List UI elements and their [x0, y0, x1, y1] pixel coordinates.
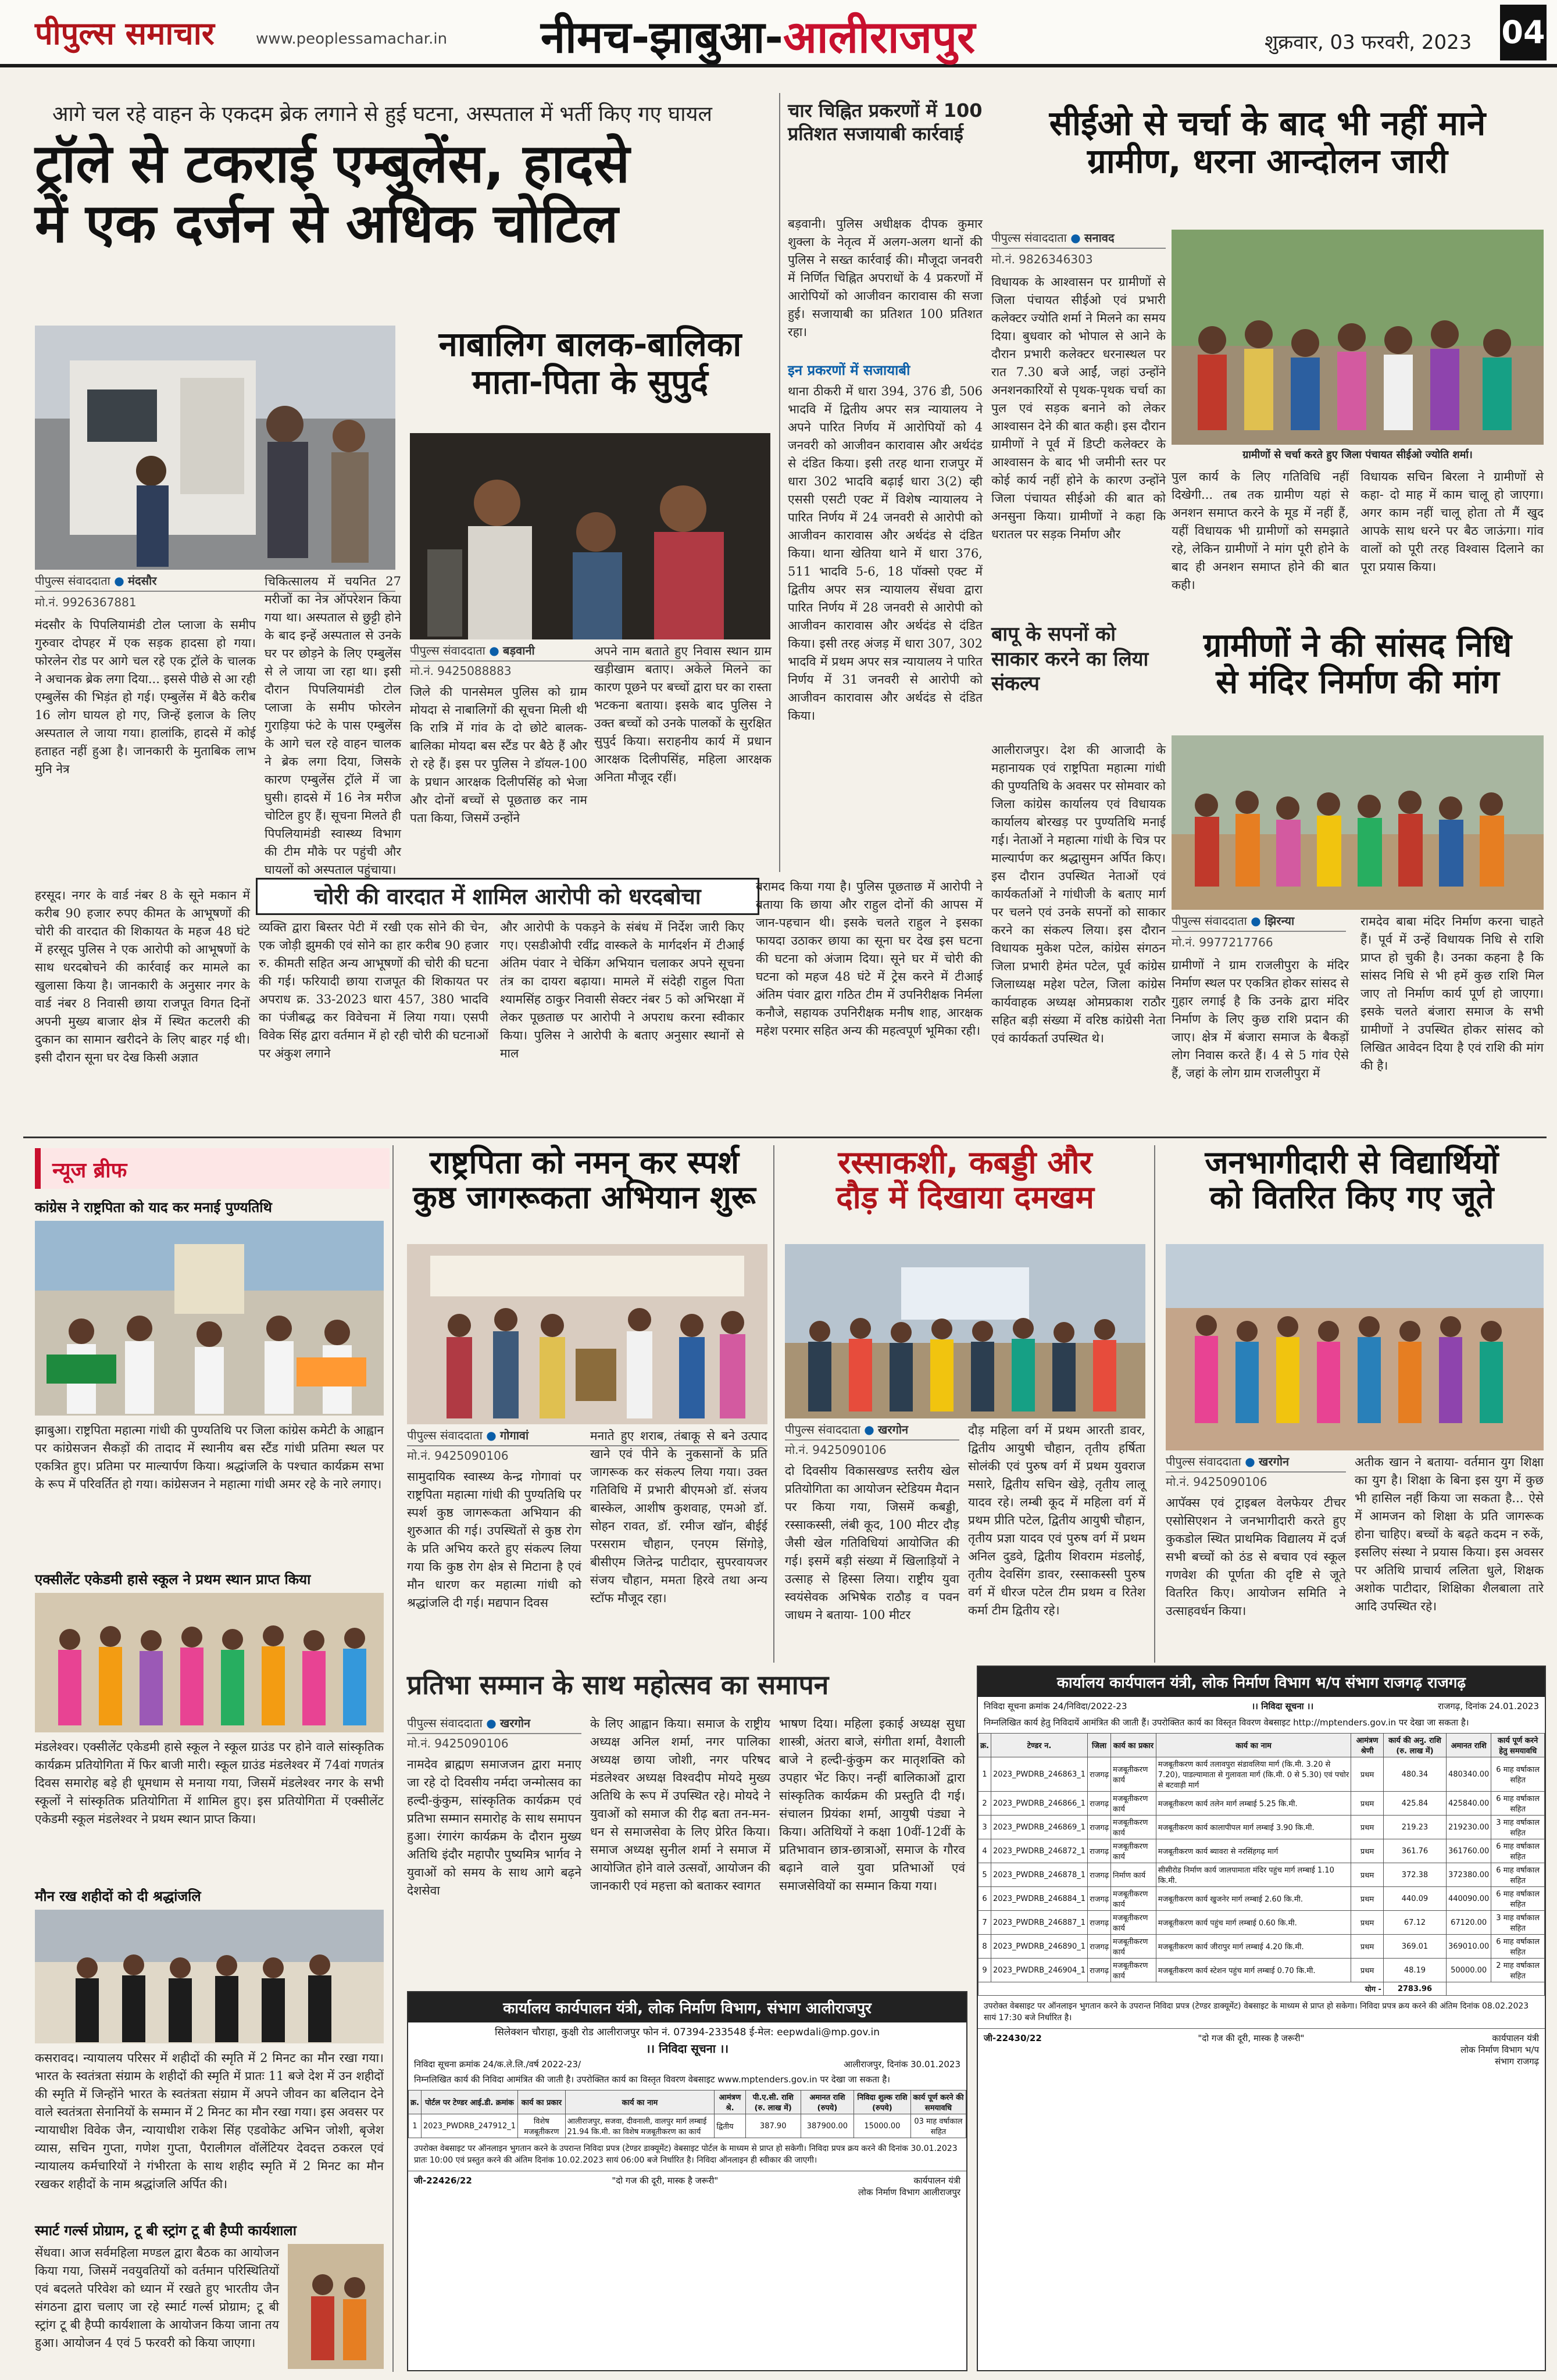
tender2-cell-8: 6 माह वर्षाकाल सहित: [1491, 1863, 1545, 1887]
dharna-mobile: मो.नं. 9826346303: [991, 252, 1093, 266]
shoes-headline: [1160, 1145, 1544, 1216]
tender1-header-7: निविदा शुल्क राशि (रुपये): [854, 2090, 910, 2114]
lead-headline-line1: ट्रॉले से टकराई एम्बुलेंस, हादसे: [35, 133, 630, 195]
theft-body-col1: हरसूद। नगर के वार्ड नंबर 8 के सूने मकान में करीब 90 हजार रुपए कीमत के आभूषणों की चोरी की वारदात की शिकायत के महज 48 घंटे में हरसूद पुलिस ने एक आरोपी को आभूषणों के साथ धरदबोचने की कार्रवाई कर मामले का खुलासा किया है। जानकारी के अनुसार नगर के वार्ड नंबर 8 निवासी छाया राजपूत विगत दिनों अपनी मुख्य बाजार क्षेत्र में स्थित कटलरी की दुकान का सामान खरीदने के लिए बाहर गई थी। इसी दौरान सूना घर देख किसी अज्ञात: [35, 888, 250, 1064]
table-row: [979, 1757, 1545, 1792]
dharna-headline-line1: सीईओ से चर्चा के बाद भी नहीं माने: [1049, 103, 1486, 143]
convict-body-cases: थाना ठीकरी में धारा 394, 376 डी, 506 भादवि में द्वितीय अपर सत्र न्यायालय ने अपने पारित निर्णय में आरोपियों को 4 जनवरी को आजीवन कारावास और अर्थदंड से दंडित किया। इसी तरह थाना राजपुर में धारा 302 भादवि बढ़ाई धारा 3(2) व्ही एससी एसटी एक्ट में विशेष न्यायालय ने पारित निर्णय में 24 जनवरी से आरोपी को आजीवन कारावास और अर्थदंड से दंडित किया। थाना खेतिया थाने में धारा 376, 511 भादवि 5-6, 18 पॉक्सो एक्ट में द्वितीय अपर सत्र न्यायालय सेंधवा द्वारा पारित निर्णय में 28 जनवरी से आरोपी को आजीवन कारावास और अर्थदंड से दंडित किया। इसी तरह अंजड़ में धारा 307, 302 भादवि में प्रथम अपर सत्र न्यायालय ने पारित निर्णय में 31 जनवरी से आरोपी को आजीवन कारावास और अर्थदंड से दंडित किया।: [788, 384, 983, 723]
tender2-cell-4: मजबूतीकरण कार्य पहुंच मार्ग लम्बाई 0.60 कि.मी.: [1156, 1911, 1351, 1935]
convict-subhead: इन प्रकरणों में सजायाबी: [788, 362, 910, 378]
lead-mobile: मो.नं. 9926367881: [35, 595, 137, 609]
temple-headline-line1: ग्रामीणों ने की सांसद निधि: [1203, 627, 1512, 664]
minor-headline: [407, 326, 773, 401]
tender2-cell-5: प्रथम: [1351, 1887, 1384, 1911]
tender2-cell-7: 440090.00: [1446, 1887, 1491, 1911]
lead-byline: पीपुल्स संवाददाता ● मंदसौर: [35, 573, 395, 592]
tender1-cell-3: आलीराजपुर, सजवा, दीवनाली, वालपुर मार्ग लम्बाई 21.94 कि.मी. का विशेष मजबूतीकरण का कार्य: [565, 2114, 715, 2138]
lead-kicker: आगे चल रहे वाहन के एकदम ब्रेक लगाने से हुई घटना, अस्पताल में भर्ती किए गए घायल: [52, 102, 712, 126]
byline-place: मंदसौर: [128, 574, 157, 588]
school-students-award-photo: [35, 1593, 384, 1732]
tender2-cell-0: 5: [979, 1863, 991, 1887]
tender2-cell-1: 2023_PWDRB_246869_1: [991, 1816, 1087, 1839]
shoes-mobile: मो.नं. 9425090106: [1166, 1475, 1267, 1489]
tender1-cell-5: 387.90: [745, 2114, 801, 2138]
tender2-cell-3: मजबूतीकरण कार्य: [1111, 1792, 1156, 1816]
tender2-cell-3: मजबूतीकरण कार्य: [1111, 1959, 1156, 1982]
edition-title-b: आलीराजपुर: [783, 11, 976, 63]
villagers-dharna-photo: [1172, 230, 1544, 445]
tender2-header-3: कार्य का प्रकार: [1111, 1734, 1156, 1757]
brief3-headline: मौन रख शहीदों को दी श्रद्धांजलि: [35, 1888, 201, 1904]
students-shoes-distribution-photo: [1166, 1244, 1544, 1450]
tender2-cell-1: 2023_PWDRB_246904_1: [991, 1959, 1087, 1982]
dharna-byline: पीपुल्स संवाददाता ● सनावद: [991, 230, 1166, 249]
leprosy-headline-line1: राष्ट्रपिता को नमन् कर स्पर्श: [430, 1144, 739, 1181]
tender2-header-8: कार्य पूर्ण करने हेतु समयावधि: [1491, 1734, 1545, 1757]
tender2-cell-5: प्रथम: [1351, 1792, 1384, 1816]
tender1-subtitle: ।। निविदा सूचना ।।: [645, 2042, 729, 2056]
news-brief-title: न्यूज ब्रीफ: [52, 1159, 127, 1182]
tender2-cell-8: 6 माह वर्षाकाल सहित: [1491, 1757, 1545, 1792]
tender2-cell-4: सीसीरोड निर्माण कार्य जालपामाता मंदिर पहुंच मार्ग लम्बाई 1.10 कि.मी.: [1156, 1863, 1351, 1887]
table-row: [979, 1935, 1545, 1959]
court-silence-tribute-photo: [35, 1910, 384, 2043]
total-value: 2783.96: [1383, 1982, 1446, 1996]
byline-place: गोगावां: [500, 1428, 529, 1442]
tender1-address: सिलेक्शन चौराहा, कुक्षी रोड आलीराजपुर फोन नं. 07394-233548 ई-मेल: eepwdali@mp.gov.in: [495, 2027, 880, 2038]
byline-agency: पीपुल्स संवाददाता: [35, 574, 110, 588]
sports-competition-photo: [785, 1244, 1145, 1418]
section-divider: [23, 1137, 1547, 1138]
column-divider: [1154, 1145, 1155, 1663]
tender1-code: जी-22426/22: [414, 2175, 472, 2186]
theft-headline: चोरी की वारदात में शामिल आरोपी को धरदबोचा: [314, 884, 701, 909]
tender1-date: आलीराजपुर, दिनांक 30.01.2023: [844, 2059, 960, 2070]
tender2-cell-3: मजबूतीकरण कार्य: [1111, 1935, 1156, 1959]
kabaddi-body-col1: दो दिवसीय विकासखण्ड स्तरीय खेल प्रतियोगिता का आयोजन स्टेडियम मैदान पर किया गया, जिसमें कबड्डी, रस्साकस्सी, लंबी कूद, 100 मीटर दौड़ जैसी खेल गतिविधियां आयोजित की गई। इसमें बड़ी संख्या में खिलाड़ियों ने उत्साह से हिस्सा लिया। राष्ट्रीय युवा स्वयंसेवक अभिषेक राठौड़ व पवन जाधम ने बताया- 100 मीटर: [785, 1464, 959, 1622]
tender2-cell-7: 219230.00: [1446, 1816, 1491, 1839]
tender2-cell-6: 369.01: [1383, 1935, 1446, 1959]
tender1-cell-1: 2023_PWDRB_247912_1: [421, 2114, 517, 2138]
tender-notice-rajgarh: [977, 1666, 1546, 2371]
tender2-header-6: कार्य की अनु. राशि (रु. लाख में): [1383, 1734, 1446, 1757]
table-row: [979, 1792, 1545, 1816]
tender1-table: [408, 2090, 966, 2138]
dharna-body-col1: विधायक के आश्वासन पर ग्रामीणों से जिला पंचायत सीईओ एवं प्रभारी कलेक्टर ज्योति शर्मा ने मिलने का समय दिया। बुधवार को भोपाल से आने के दौरान प्रभारी कलेक्टर धरनास्थल पर रात 7.30 बजे आईं, जहां उन्होंने अनशनकारियों से पृथक-पृथक चर्चा का पुल एवं सड़क बनाने को लेकर आश्वासन देने की बात कही। इस दौरान ग्रामीणों ने पूर्व में डिप्टी कलेक्टर के आश्वासन के बाद भी जमीनी स्तर पर कोई कार्य नहीं होने के कारण उन्होंने जिला पंचायत सीईओ की बात को अनसुना किया। ग्रामीणों ने कहा कि धरातल पर सड़क निर्माण और: [991, 275, 1166, 541]
tender1-cell-8: 03 माह वर्षाकाल सहित: [910, 2114, 966, 2138]
convict-headline: चार चिह्नित प्रकरणों में 100 प्रतिशत सजायाबी कार्रवाई: [788, 99, 983, 145]
ambulance-accident-photo: [35, 326, 395, 570]
brief2-headline: एक्सीलेंट एकेडमी हासे स्कूल ने प्रथम स्थान प्राप्त किया: [35, 1571, 311, 1588]
tender2-cell-7: 372380.00: [1446, 1863, 1491, 1887]
tender2-cell-4: मजबूतीकरण कार्य तलावपुरा संडावलिया मार्ग (कि.मी. 3.20 से 7.20), पाडल्यामाता से गुलावता मार्ग (कि.मी. 0 से 5.30) एवं पचोर से बटवाड़ी मार्ग: [1156, 1757, 1351, 1792]
tender2-cell-1: 2023_PWDRB_246887_1: [991, 1911, 1087, 1935]
minor-headline-line1: नाबालिग बालक-बालिका: [438, 324, 742, 364]
tender2-cell-7: 67120.00: [1446, 1911, 1491, 1935]
tender2-sign2: लोक निर्माण विभाग भ/प: [1460, 2045, 1539, 2055]
table-row: [979, 1839, 1545, 1863]
newspaper-logo: पीपुल्स समाचार: [35, 15, 215, 52]
tender2-cell-3: मजबूतीकरण कार्य: [1111, 1887, 1156, 1911]
tender2-cell-6: 361.76: [1383, 1839, 1446, 1863]
tender1-ref: निविदा सूचना क्रमांक 24/क.ले.लि./वर्ष 2022-23/: [414, 2059, 581, 2070]
column-divider: [773, 1145, 774, 1663]
tender2-cell-1: 2023_PWDRB_246884_1: [991, 1887, 1087, 1911]
byline-place: खरगोन: [500, 1716, 531, 1730]
edition-title: [541, 6, 975, 66]
leprosy-mobile: मो.नं. 9425090106: [407, 1449, 509, 1463]
tender2-cell-6: 440.09: [1383, 1887, 1446, 1911]
tender2-header-7: अमानत राशि: [1446, 1734, 1491, 1757]
minor-headline-line2: माता-पिता के सुपुर्द: [472, 362, 708, 402]
issue-date: शुक्रवार, 03 फरवरी, 2023: [1265, 31, 1472, 54]
tender2-cell-0: 2: [979, 1792, 991, 1816]
tender2-cell-6: 67.12: [1383, 1911, 1446, 1935]
tender1-slogan: "दो गज की दूरी, मास्क है जरूरी": [612, 2175, 719, 2186]
temple-headline: [1172, 628, 1544, 701]
temple-byline: पीपुल्स संवाददाता ● झिरन्या: [1172, 913, 1346, 932]
tender2-cell-0: 6: [979, 1887, 991, 1911]
tender2-subtitle: ।। निविदा सूचना ।।: [1251, 1701, 1314, 1711]
pratibha-headline: प्रतिभा सम्मान के साथ महोत्सव का समापन: [407, 1669, 829, 1700]
byline-agency: पीपुल्स संवाददाता: [410, 644, 485, 657]
kabaddi-headline: [779, 1145, 1151, 1216]
smart-girls-program-photo: [288, 2244, 384, 2369]
tender1-header-6: अमानत राशि (रुपये): [801, 2090, 854, 2114]
lead-headline-line2: में एक दर्जन से अधिक चोटिल: [35, 192, 619, 255]
tender2-cell-5: प्रथम: [1351, 1863, 1384, 1887]
shoes-headline-line1: जनभागीदारी से विद्यार्थियों: [1205, 1144, 1499, 1181]
tender2-sign1: कार्यपालन यंत्री: [1492, 2033, 1539, 2043]
tender2-cell-7: 361760.00: [1446, 1839, 1491, 1863]
tender2-cell-0: 9: [979, 1959, 991, 1982]
tender1-sign1: कार्यपालन यंत्री: [913, 2175, 960, 2186]
pratibha-byline: पीपुल्स संवाददाता ● खरगोन: [407, 1715, 581, 1734]
tender2-cell-4: मजबूतीकरण कार्य ब्यावरा से नरसिंहगढ़ मार्ग: [1156, 1839, 1351, 1863]
tender2-cell-8: 6 माह वर्षाकाल सहित: [1491, 1887, 1545, 1911]
leprosy-body-col2: मनाते हुए शराब, तंबाकू से बने उत्पाद खाने एवं पीने के नुकसानों के प्रति जागरूक कर संकल्प लिया गया। उक्त गतिविधि में प्रभारी बीएमओ डॉ. संजय बास्केल, आशीष कुशवाह, एमओ डॉ. सोहन रावत, डॉ. रमीज खॉन, बीईई परसराम चौहान, एनएम सिंगोड़े, बीसीएम जितेन्द्र पाटीदार, सुपरवायजर संजय चौहान, ममता हिरवे तथा अन्य स्टॉफ मौजूद रहा।: [590, 1429, 767, 1605]
tender2-cell-2: राजगढ़: [1088, 1887, 1111, 1911]
tender2-cell-4: मजबूतीकरण कार्य तलेन मार्ग लम्बाई 5.25 कि.मी.: [1156, 1792, 1351, 1816]
kabaddi-mobile: मो.नं. 9425090106: [785, 1443, 887, 1457]
byline-agency: पीपुल्स संवाददाता: [407, 1716, 483, 1730]
lead-headline: [35, 134, 773, 253]
tender2-ref: निविदा सूचना क्रमांक 24/निविदा/2022-23: [984, 1701, 1127, 1711]
tender1-footer: उपरोक्त वेबसाइट पर ऑनलाइन भुगतान करने के उपरान्त निविदा प्रपत्र (टेण्डर डाक्यूमेंट) वेबसाइट पोर्टल के माध्यम से प्राप्त हो सकेगी। निविदा प्रपत्र क्रय करने की दिनांक 30.01.2023 प्रातः 10:00 एवं प्रस्तुत करने की अंतिम दिनांक 10.02.2023 सायं 06:00 बजे निर्धारित है। निविदा ऑनलाइन ही स्वीकार की जाएगी।: [414, 2144, 958, 2165]
byline-place: झिरन्या: [1265, 914, 1295, 928]
minor-byline: पीपुल्स संवाददाता ● बड़वानी: [410, 642, 770, 662]
temple-body-col1: ग्रामीणों ने ग्राम राजलीपुरा के मंदिर निर्माण स्थल पर एकत्रित होकर सांसद से गुहार लगाई है कि उनके द्वारा मंदिर निर्माण के लिए कुछ राशि प्रदान की जाए। क्षेत्र में बंजारा समाज के बैकड़ों लोग निवास करते हैं। 4 से 5 गांव ऐसे हैं, जहां के लोग ग्राम राजलीपुरा में: [1172, 958, 1349, 1080]
column-divider: [779, 93, 780, 872]
lead-body-col2: चिकित्सालय में चयनित 27 मरीजों का नेत्र ऑपरेशन किया गया था। अस्पताल से छुट्टी होने के बाद इन्हें अस्पताल से उनके घर पर छोड़ने के लिए एम्बुलेंस से ले जाया जा रहा था। इसी दौरान पिपलियामंडी टोल प्लाजा के समीप फोरलेन गुराड़िया फंटे के पास एम्बुलेंस के आगे चल रहे वाहन चालक ने ब्रेक लगा दिया, जिसके कारण एम्बुलेंस ट्रॉले में जा घुसी। हादसे में 16 नेत्र मरीज चोटिल हुए हैं। सूचना मिलते ही पिपलियामंडी स्वास्थ्य विभाग की टीम मौके पर पहुंची और घायलों को अस्पताल पहुंचाया।: [265, 574, 401, 877]
tender1-header-5: पी.ए.सी. राशि (रु. लाख में): [745, 2090, 801, 2114]
theft-body-col2: व्यक्ति द्वारा बिस्तर पेटी में रखी एक सोने की चेन, एक जोड़ी झुमकी एवं सोने का हार करीब 90 हजार रु. कीमती सहित अन्य आभूषणों की चोरी की घटना की गई। फरियादी छाया राजपूत की शिकायत पर अपराध क्र. 33-2023 धारा 457, 380 भादवि का पंजीबद्ध कर विवेचना में लिया गया। एसपी विवेक सिंह द्वारा वर्तमान में हो रही चोरी की घटनाओं पर अंकुश लगाने: [259, 920, 488, 1060]
column-divider: [392, 1145, 394, 2372]
dharna-body-col2: पुल कार्य के लिए गतिविधि नहीं दिखेगी... तब तक ग्रामीण यहां से अनशन समाप्त करने के मूड में नहीं हैं, यहीं विधायक भी ग्रामीणों को समझाते रहे, लेकिन ग्रामीणों ने मांग पूरी होने के बाद ही अनशन समाप्त होने की बात कही।: [1172, 470, 1349, 592]
minor-mobile: मो.नं. 9425088883: [410, 664, 512, 678]
tender2-cell-6: 219.23: [1383, 1816, 1446, 1839]
tender2-cell-0: 3: [979, 1816, 991, 1839]
table-row: [979, 1911, 1545, 1935]
tender2-cell-8: 6 माह वर्षाकाल सहित: [1491, 1792, 1545, 1816]
lead-body-col1: मंदसौर के पिपलियामंडी टोल प्लाजा के समीप गुरुवार दोपहर में एक सड़क हादसा हो गया। फोरलेन रोड पर आगे चल रहे एक ट्रॉले के चालक ने अचानक ब्रेक लगा दिया... इससे पीछे से आ रही एम्बुलेंस की भिड़ंत हो गई। एम्बुलेंस में बैठे करीब 16 लोग घायल हो गए, जिन्हें इलाज के लिए अस्पताल ले जाया गया। हालांकि, हादसे में कोई हताहत नहीं हुआ है। जानकारी के मुताबिक लाभ मुनि नेत्र: [35, 618, 256, 776]
tender2-cell-2: राजगढ़: [1088, 1935, 1111, 1959]
minor-body-col1: जिले की पानसेमल पुलिस को ग्राम मोयदा से नाबालिगों की सूचना मिली थी कि रात्रि में गांव के दो छोटे बालक-बालिका मोयदा बस स्टैंड पर बैठे हैं और रो रहे हैं। इस पर पुलिस ने डॉयल-100 के प्रधान आरक्षक दिलीपसिंह को भेजा और दोनों बच्चों से पूछताछ कर नाम पता किया, जिसमें उन्होंने: [410, 685, 587, 825]
tender1-header-2: कार्य का प्रकार: [518, 2090, 566, 2114]
tender1-header-0: क्र.: [409, 2090, 422, 2114]
tender2-cell-3: मजबूतीकरण कार्य: [1111, 1839, 1156, 1863]
kabaddi-byline: पीपुल्स संवाददाता ● खरगोन: [785, 1421, 959, 1441]
tender2-slogan: "दो गज की दूरी, मास्क है जरूरी": [1198, 2033, 1305, 2043]
bapu-body: आलीराजपुर। देश की आजादी के महानायक एवं राष्ट्रपिता महात्मा गांधी की पुण्यतिथि के अवसर पर सोमवार को जिला कांग्रेस कार्यालय एवं विधायक कार्यालय बोरखड़ पर पुण्यतिथि मनाई गई। नेताओं ने महात्मा गांधी के चित्र पर माल्यार्पण कर श्रद्धासुमन अर्पित किए। इस दौरान उपस्थित नेताओं एवं कार्यकर्ताओं ने गांधीजी के बताए मार्ग पर चलने एवं उनके सपनों को साकार करने का संकल्प लिया। इस दौरान विधायक मुकेश पटेल, कांग्रेस संगठन जिला प्रभारी हेमंत पटेल, पूर्व कांग्रेस जिलाध्यक्ष महेश पटेल, जिला कांग्रेस कार्यवाहक अध्यक्ष ओमप्रकाश राठौर सहित बड़ी संख्या में वरिष्ठ कांग्रेसी नेता एवं कार्यकर्ता उपस्थित थे।: [991, 743, 1166, 1045]
shoes-body-col1: आपॅक्स एवं ट्राइबल वेलफेयर टीचर एसोसिएशन ने जनभागीदारी करते हुए कुकडोल स्थित प्राथमिक विद्यालय में दर्ज सभी बच्चों को ठंड से बचाव एवं स्कूल गणवेश की पूर्णता की दृष्टि से जूते वितरित किए। आयोजन समिति ने उत्साहवर्धन किया।: [1166, 1496, 1346, 1618]
tender2-cell-5: प्रथम: [1351, 1816, 1384, 1839]
byline-place: बड़वानी: [503, 644, 535, 657]
tender2-cell-8: 3 माह वर्षाकाल सहित: [1491, 1816, 1545, 1839]
tender2-cell-3: मजबूतीकरण कार्य: [1111, 1911, 1156, 1935]
tender2-cell-5: प्रथम: [1351, 1757, 1384, 1792]
tender2-cell-3: मजबूतीकरण कार्य: [1111, 1757, 1156, 1792]
tender1-header-1: पोर्टल पर टेण्डर आई.डी. क्रमांक: [421, 2090, 517, 2114]
tender2-cell-7: 425840.00: [1446, 1792, 1491, 1816]
tender2-date: राजगढ़, दिनांक 24.01.2023: [1438, 1701, 1539, 1711]
byline-place: खरगोन: [878, 1423, 909, 1436]
tender2-cell-5: प्रथम: [1351, 1839, 1384, 1863]
tender2-cell-2: राजगढ़: [1088, 1792, 1111, 1816]
tender2-cell-1: 2023_PWDRB_246863_1: [991, 1757, 1087, 1792]
brief2-body: मंडलेश्वर। एक्सीलेंट एकेडमी हासे स्कूल ने स्कूल ग्राउंड पर होने वाले सांस्कृतिक कार्यक्रम प्रतियोगिता में फिर बाजी मारी। स्कूल ग्राउंड मंडलेश्वर में 74वां गणतंत्र दिवस समारोह बड़े ही धूमधाम से मनाया गया, जिसमें मंडलेश्वर नगर के सभी स्कूलों ने सांस्कृतिक प्रतियोगिता में शामिल हुए। इस प्रतियोगिता में एक्सीलेंट एकेडमी स्कूल मंडलेश्वर ने प्रथम स्थान प्राप्त किया।: [35, 1740, 384, 1826]
tender2-cell-1: 2023_PWDRB_246878_1: [991, 1863, 1087, 1887]
byline-agency: पीपुल्स संवाददाता: [1172, 914, 1247, 928]
leprosy-byline: पीपुल्स संवाददाता ● गोगावां: [407, 1427, 767, 1446]
villagers-temple-site-photo: [1172, 735, 1544, 910]
brief4-headline: स्मार्ट गर्ल्स प्रोग्राम, टू बी स्ट्रांग टू बी हैप्पी कार्यशाला: [35, 2222, 297, 2239]
theft-body-col4: बरामद किया गया है। पुलिस पूछताछ में आरोपी ने बताया कि छाया और राहुल दोनों की आपस में जान-पहचान थी। इसके चलते राहुल ने इसका फायदा उठाकर छाया का सूना घर देख इस घटना की घटना को अंजाम दिया। सूने घर में चोरी की घटना को महज 48 घंटे में ट्रेस करने में टीआई अंतिम पंवार द्वारा गठित टीम में उपनिरीक्षक निर्मला कनौजे, सहायक उपनिरीक्षक मनीष शाह, आरक्षक महेश परमार सहित अन्य की महत्वपूर्ण भूमिका रही।: [756, 880, 983, 1038]
byline-place: सनावद: [1084, 231, 1115, 245]
kabaddi-headline-line2: दौड़ में दिखाया दमखम: [836, 1179, 1094, 1216]
tender2-cell-5: प्रथम: [1351, 1911, 1384, 1935]
tender1-header-4: आमंत्रण श्रे.: [715, 2090, 745, 2114]
tender2-cell-7: 50000.00: [1446, 1959, 1491, 1982]
brief1-headline: कांग्रेस ने राष्ट्रपिता को याद कर मनाई पुण्यतिथि: [35, 1199, 272, 1216]
tender2-cell-0: 4: [979, 1839, 991, 1863]
minor-body-col2: अपने नाम बताते हुए निवास स्थान ग्राम खड़ीखाम बताए। अकेले मिलने का कारण पूछने पर बच्चों द्वारा घर का रास्ता भटकना बताया। इसके बाद पुलिस ने उक्त बच्चों को उनके पालकों के सुरक्षित सुपुर्द किया। सराहनीय कार्य में प्रधान आरक्षक दिलीपसिंह, महिला आरक्षक अनिता मौजूद रहीं।: [594, 644, 772, 784]
leprosy-campaign-photo: [407, 1244, 767, 1424]
tender1-header-8: कार्य पूर्ण करने की समयावधि: [910, 2090, 966, 2114]
tender1-cell-6: 387900.00: [801, 2114, 854, 2138]
byline-agency: पीपुल्स संवाददाता: [785, 1423, 860, 1436]
tender2-cell-8: 3 माह वर्षाकाल सहित: [1491, 1911, 1545, 1935]
table-row: [979, 1959, 1545, 1982]
shoes-byline: पीपुल्स संवाददाता ● खरगोन: [1166, 1453, 1346, 1473]
tender2-cell-7: 480340.00: [1446, 1757, 1491, 1792]
edition-title-a: नीमच-झाबुआ-: [541, 11, 783, 63]
table-row: [409, 2114, 966, 2138]
tender2-cell-6: 480.34: [1383, 1757, 1446, 1792]
tender2-cell-0: 1: [979, 1757, 991, 1792]
leprosy-headline: [401, 1145, 767, 1216]
tender2-cell-6: 372.38: [1383, 1863, 1446, 1887]
pratibha-body-col2: के लिए आह्वान किया। समाज के राष्ट्रीय अध्यक्ष अनिल शर्मा, नगर पालिका अध्यक्ष छाया जोशी, नगर परिषद मंडलेश्वर अध्यक्ष विश्वदीप मोयदे मुख्य अतिथि के रूप में उपस्थित रहे। मोयदे ने युवाओं को समाज की रीढ़ बता तन-मन-धन से समाजसेवा के लिए प्रेरित किया। समाज अध्यक्ष सुनील शर्मा ने समाज में आयोजित होने वाले उत्सवों, आयोजन की जानकारी एवं महत्ता को बताकर स्वागत: [590, 1717, 770, 1893]
congress-gandhi-tribute-photo: [35, 1221, 384, 1416]
dharna-body-col3: विधायक सचिन बिरला ने ग्रामीणों से कहा- दो माह में काम चालू हो जाएगा। अगर काम नहीं चालू होता तो मैं खुद आपके साथ धरने पर बैठ जाऊंगा। गांव वालों को पूरी तरह विश्वास दिलाने का पूरा प्रयास किया।: [1360, 470, 1544, 574]
tender2-cell-3: मजबूतीकरण कार्य: [1111, 1816, 1156, 1839]
tender2-cell-0: 8: [979, 1935, 991, 1959]
tender2-cell-1: 2023_PWDRB_246866_1: [991, 1792, 1087, 1816]
bapu-headline: बापू के सपनों को साकार करने का लिया संकल्प: [991, 623, 1149, 695]
kabaddi-headline-line1: रस्साकशी, कबड्डी और: [838, 1144, 1092, 1181]
tender2-cell-4: मजबूतीकरण कार्य खुजनेर मार्ग लम्बाई 2.60 कि.मी.: [1156, 1887, 1351, 1911]
page-number: 04: [1500, 5, 1547, 60]
tender2-cell-5: प्रथम: [1351, 1959, 1384, 1982]
tender2-code: जी-22430/22: [984, 2033, 1042, 2043]
byline-agency: पीपुल्स संवाददाता: [407, 1428, 483, 1442]
tender2-cell-4: मजबूतीकरण कार्य स्टेशन पहुंच मार्ग लम्बाई 0.70 कि.मी.: [1156, 1959, 1351, 1982]
theft-headline-box: [256, 878, 759, 915]
byline-place: खरगोन: [1259, 1455, 1290, 1468]
temple-headline-line2: से मंदिर निर्माण की मांग: [1216, 663, 1499, 701]
tender2-header-4: कार्य का नाम: [1156, 1734, 1351, 1757]
tender2-cell-2: राजगढ़: [1088, 1959, 1111, 1982]
pratibha-body-col1: नामदेव ब्राह्मण समाजजन द्वारा मनाए जा रहे दो दिवसीय नर्मदा जन्मोत्सव का हल्दी-कुंकुम, सांस्कृतिक कार्यक्रम एवं प्रतिभा सम्मान समारोह के साथ समापन हुआ। रंगारंग कार्यक्रम के दौरान मुख्य अतिथि इंदौर महापौर पुष्यमित्र भार्गव ने युवाओं को समय के साथ आगे बढ़ने देशसेवा: [407, 1757, 581, 1897]
total-label: योग -: [979, 1982, 1384, 1996]
tender1-sign2: लोक निर्माण विभाग आलीराजपुर: [858, 2187, 960, 2197]
table-row: [979, 1863, 1545, 1887]
shoes-headline-line2: को वितरित किए गए जूते: [1209, 1179, 1494, 1216]
table-row: [979, 1816, 1545, 1839]
website-url[interactable]: www.peoplessamachar.in: [256, 30, 448, 48]
brief4-body: सेंधवा। आज सर्वमहिला मण्डल द्वारा बैठक का आयोजन किया गया, जिसमें नवयुवतियों को वर्तमान परिस्थितियों एवं बदलते परिवेश को ध्यान में रखते हुए भारतीय जैन संगठना द्वारा चलाए जा रहे स्मार्ट गर्ल्स प्रोग्राम; टू बी स्ट्रांग टू बी हैप्पी कार्यशाला के आयोजन किया जाना तय हुआ। आयोजन 4 एवं 5 फरवरी को किया जाएगा।: [35, 2246, 279, 2350]
pratibha-body-col3: भाषण दिया। महिला इकाई अध्यक्ष सुधा शास्त्री, अंतरा बाजे, संगीता शर्मा, वैशाली बाजे ने हल्दी-कुंकुम कर मातृशक्ति को उपहार भेंट किए। नन्हीं बालिकाओं द्वारा सांस्कृतिक कार्यक्रम की प्रस्तुति दी गई। संचालन प्रियंका शर्मा, आयुषी पंड्या ने किया। अतिथियों ने कक्षा 10वीं-12वीं के प्रतिभावान छात्र-छात्राओं, समाज के गौरव बढ़ाने वाले युवा प्रतिभाओं एवं समाजसेवियों का सम्मान किया गया।: [779, 1717, 965, 1893]
tender2-cell-4: मजबूतीकरण कार्य कालापीपल मार्ग लम्बाई 3.90 कि.मी.: [1156, 1816, 1351, 1839]
tender2-cell-0: 7: [979, 1911, 991, 1935]
tender1-cell-4: द्वितीय: [715, 2114, 745, 2138]
masthead: [0, 0, 1557, 67]
tender2-cell-8: 2 माह वर्षाकाल सहित: [1491, 1959, 1545, 1982]
theft-body-col3: और आरोपी के पकड़ने के संबंध में निर्देश जारी किए गए। एसडीओपी रवींद्र वास्कले के मार्गदर्शन में टीआई अंतिम पंवार ने चेकिंग अभियान चलाकर अपने सूचना तंत्र का दायरा बढ़ाया। मामले में संदेही राहुल पिता श्यामसिंह ठाकुर निवासी सेक्टर नंबर 5 को अभिरक्षा में लेकर पूछताछ पर आरोपी ने अपराध करना स्वीकार किया। पुलिस ने आरोपी के बताए अनुसार स्थानों से माल: [500, 920, 744, 1060]
tender2-cell-2: राजगढ़: [1088, 1839, 1111, 1863]
kabaddi-body-col2: दौड़ महिला वर्ग में प्रथम आरती डावर, द्वितीय आयुषी चौहान, तृतीय हर्षिता सोलंकी एवं पुरुष वर्ग में प्रथम युवराज मसारे, द्वितीय सचिन खेड़े, तृतीय लालू यादव रहे। लम्बी कूद में महिला वर्ग में प्रथम प्रीति पटेल, द्वितीय आयुषी चौहान, तृतीय प्रज्ञा यादव एवं पुरुष वर्ग में प्रथम अनिल दुडवे, द्वितीय शिवराम मंडलोई, तृतीय देवसिंग डावर, रस्साकस्सी पुरुष वर्ग में धीरज पटेल टीम प्रथम व रितेश कर्मा टीम द्वितीय रहे।: [968, 1423, 1145, 1617]
children-with-parents-photo: [410, 433, 770, 639]
dharna-headline: [991, 105, 1544, 180]
tender2-header-0: क्र.: [979, 1734, 991, 1757]
table-row: [979, 1887, 1545, 1911]
tender2-cell-2: राजगढ़: [1088, 1816, 1111, 1839]
tender2-cell-1: 2023_PWDRB_246872_1: [991, 1839, 1087, 1863]
byline-agency: पीपुल्स संवाददाता: [991, 231, 1067, 245]
temple-mobile: मो.नं. 9977217766: [1172, 935, 1273, 949]
pratibha-mobile: मो.नं. 9425090106: [407, 1736, 509, 1750]
tender2-cell-6: 48.19: [1383, 1959, 1446, 1982]
tender2-cell-2: राजगढ़: [1088, 1911, 1111, 1935]
tender2-sign3: संभाग राजगढ़: [1495, 2056, 1539, 2067]
tender2-cell-6: 425.84: [1383, 1792, 1446, 1816]
tender1-header-3: कार्य का नाम: [565, 2090, 715, 2114]
brief3-body: कसरावद। न्यायालय परिसर में शहीदों की स्मृति में 2 मिनट का मौन रखा गया। भारत के स्वतंत्रता संग्राम के शहीदों की स्मृति में प्रातः 11 बजे देश में उन शहीदों की स्मृति में जिन्होंने भारत के स्वतंत्रता संग्राम में अपने जीवन का बलिदान देने वाले स्वतंत्रता सेनानियों के सम्मान में 2 मिनट का मौन रखा गया। इस अवसर पर न्यायाधीश विवेक जैन, न्यायाधीश राकेश सिंह एडवोकेट अभिन जोशी, बृजेश व्यास, सचिन गुप्ता, गणेश गुप्ता, पैरालीगल वॉलेंटियर देवदत्त ठकरल एवं न्यायालय कर्मचारियों ने गंभीरता के साथ शहीद स्मृति में 2 मिनट का मौन रखकर शहीदों के नाम श्रद्धांजलि अर्पित की।: [35, 2051, 384, 2191]
table-total-row: [979, 1982, 1545, 1996]
dharna-headline-line2: ग्रामीण, धरना आन्दोलन जारी: [1087, 141, 1448, 181]
news-brief-header: [35, 1148, 390, 1189]
tender2-cell-1: 2023_PWDRB_246890_1: [991, 1935, 1087, 1959]
tender-notice-alirajpur: [407, 1991, 967, 2371]
leprosy-headline-line2: कुष्ठ जागरूकता अभियान शुरू: [413, 1179, 756, 1216]
dharna-photo-caption: ग्रामीणों से चर्चा करते हुए जिला पंचायत सीईओ ज्योति शर्मा।: [1242, 449, 1473, 461]
tender2-header-2: जिला: [1088, 1734, 1111, 1757]
tender1-intro: निम्नलिखित कार्य की निविदा आमंत्रित की जाती है। उपरोक्तित कार्य का विस्तृत विवरण वेबसाइट www.mptenders.gov.in पर देखा जा सकता है।: [414, 2074, 890, 2085]
total-empty: [1446, 1982, 1544, 1996]
tender2-header-5: आमंत्रण श्रेणी: [1351, 1734, 1384, 1757]
tender2-cell-2: राजगढ़: [1088, 1863, 1111, 1887]
brief1-body: झाबुआ। राष्ट्रपिता महात्मा गांधी की पुण्यतिथि पर जिला कांग्रेस कमेटी के आह्वान पर कांग्रेसजन सैकड़ों की तादाद में स्थानीय बस स्टैंड गांधी प्रतिमा स्थल पर एकत्रित हुए। प्रतिमा पर माल्यार्पण किया। श्रद्धांजलि के पश्चात कार्यक्रम सभा के रूप में परिवर्तित हो गया। कांग्रेसजन ने महात्मा गांधी अमर रहे के नारे लगाए।: [35, 1423, 384, 1491]
tender1-cell-7: 15000.00: [854, 2114, 910, 2138]
tender2-title: कार्यालय कार्यपालन यंत्री, लोक निर्माण विभाग भ/प संभाग राजगढ़ राजगढ़: [978, 1667, 1545, 1697]
tender2-cell-8: 6 माह वर्षाकाल सहित: [1491, 1935, 1545, 1959]
tender2-footer: उपरोक्त वेबसाइट पर ऑनलाइन भुगतान करने के उपरान्त निविदा प्रपत्र (टेण्डर डाक्यूमेंट) वेबसाइट के माध्यम से प्राप्त हो सकेगा। निविदा प्रपत्र क्रय करने की अंतिम दिनांक 08.02.2023 सायं 17:30 बजे निर्धारित है।: [984, 2002, 1529, 2022]
tender2-table: [978, 1733, 1545, 1996]
tender2-cell-7: 369010.00: [1446, 1935, 1491, 1959]
shoes-body-col2: अतीक खान ने बताया- वर्तमान युग शिक्षा का युग है। शिक्षा के बिना इस युग में कुछ भी हासिल नहीं किया जा सकता है... ऐसे में आमजन को शिक्षा के प्रति जागरूक होना चाहिए। बच्चों के बढ़ते कदम न रुकें, इसलिए संस्था ने प्रयास किया। इस अवसर पर अतिथि प्राचार्य ललिता धुले, शिक्षक अशोक पाटीदार, शिक्षिका शैलबाला तारे आदि उपस्थित रहे।: [1355, 1455, 1544, 1613]
tender1-cell-0: 1: [409, 2114, 422, 2138]
tender2-cell-2: राजगढ़: [1088, 1757, 1111, 1792]
tender2-cell-5: प्रथम: [1351, 1935, 1384, 1959]
temple-body-col2: रामदेव बाबा मंदिर निर्माण करना चाहते हैं। पूर्व में उन्हें विधायक निधि से राशि प्राप्त हो चुकी है। उनका कहना है कि सांसद निधि से भी हमें कुछ राशि मिल जाए तो निर्माण कार्य पूर्ण हो जाएगा। इसके चलते बंजारा समाज के सभी ग्रामीणों ने उपस्थित होकर सांसद को लिखित आवेदन दिया है एवं राशि की मांग की है।: [1360, 914, 1544, 1073]
tender2-cell-8: 6 माह वर्षाकाल सहित: [1491, 1839, 1545, 1863]
tender2-cell-4: मजबूतीकरण कार्य जीरापुर मार्ग लम्बाई 4.20 कि.मी.: [1156, 1935, 1351, 1959]
tender1-cell-2: विशेष मजबूतीकरण: [518, 2114, 566, 2138]
convict-body-intro: बड़वानी। पुलिस अधीक्षक दीपक कुमार शुक्ला के नेतृत्व में अलग-अलग थानों की पुलिस ने सख्त कार्रवाई की। मौजूदा जनवरी में निर्णित चिह्नित अपराधों के 4 प्रकरणों में आरोपियों को आजीवन कारावास की सजा हुई। सजायाबी का प्रतिशत 100 प्रतिशत रहा।: [788, 217, 983, 339]
leprosy-body-col1: सामुदायिक स्वास्थ्य केन्द्र गोगावां पर राष्ट्रपिता महात्मा गांधी की पुण्यतिथि पर स्पर्श कुष्ठ जागरूकता अभियान की शुरुआत की गई। उपस्थितों से कुष्ठ रोग के प्रति अभिय करते हुए संकल्प लिया गया कि कुष्ठ रोग क्षेत्र से मिटाना है एवं मौन धारण कर महात्मा गांधी को श्रद्धांजलि दी गई। मद्यपान दिवस: [407, 1470, 581, 1610]
byline-agency: पीपुल्स संवाददाता: [1166, 1455, 1241, 1468]
tender2-cell-3: निर्माण कार्य: [1111, 1863, 1156, 1887]
tender2-intro: निम्नलिखित कार्य हेतु निविदायें आमंत्रित की जाती हैं। उपरोक्तित कार्य का विस्तृत विवरण वेबसाइट http://mptenders.gov.in पर देखा जा सकता है।: [984, 1717, 1469, 1728]
tender1-title: कार्यालय कार्यपालन यंत्री, लोक निर्माण विभाग, संभाग आलीराजपुर: [408, 1992, 966, 2022]
tender2-header-1: टेण्डर न.: [991, 1734, 1087, 1757]
